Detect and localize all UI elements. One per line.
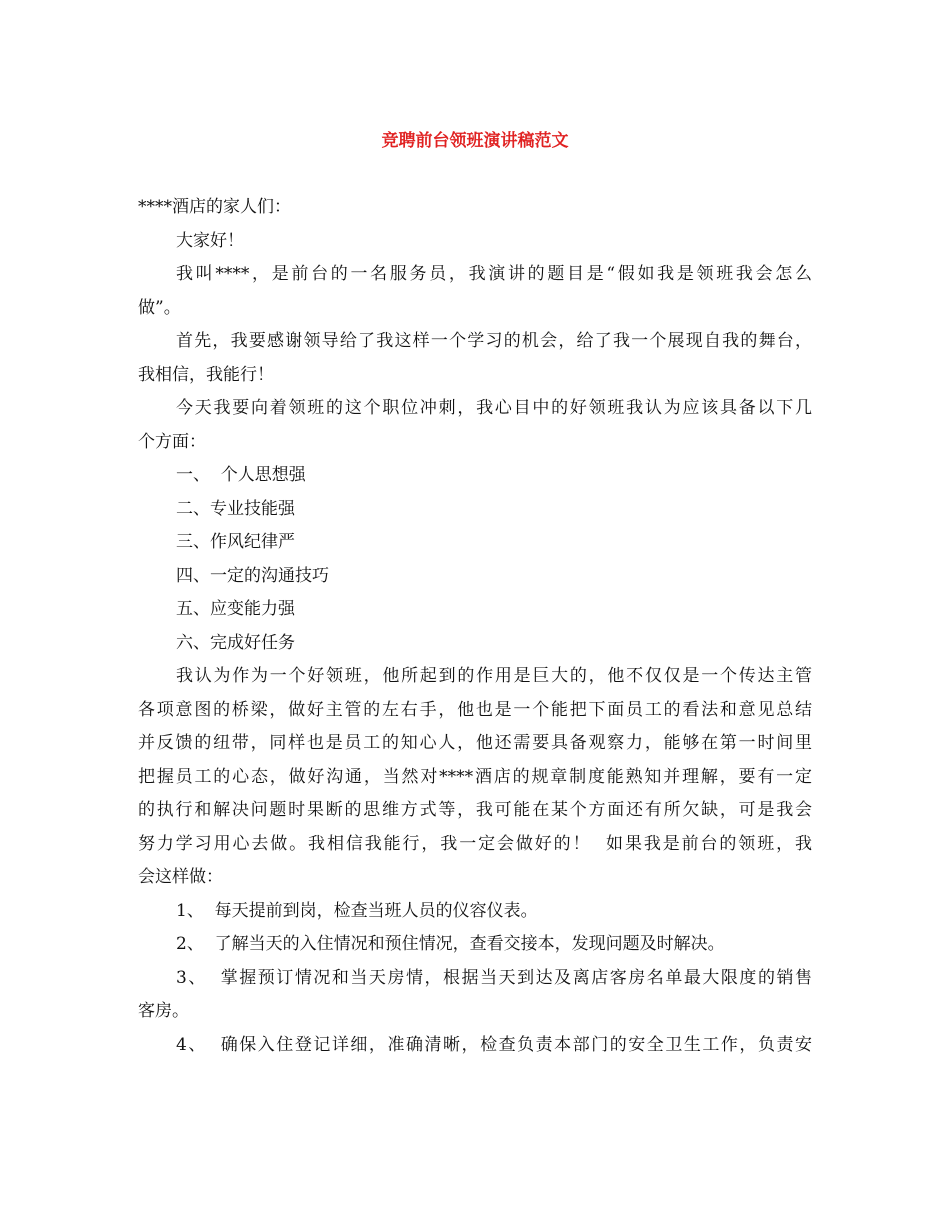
list-item: 一、 个人思想强: [176, 465, 306, 485]
paragraph-line: 我相信，我能行！: [138, 364, 274, 385]
list-item: 五、应变能力强: [176, 599, 295, 619]
numbered-item: 2、 了解当天的入住情况和预住情况，查看交接本，发现问题及时解决。: [176, 934, 725, 954]
paragraph-line: 我叫****，是前台的一名服务员，我演讲的题目是“假如我是领班我会怎么: [176, 264, 812, 284]
document-body: [138, 191, 812, 1062]
salutation: ****酒店的家人们：: [138, 197, 291, 217]
paragraph-line: 首先，我要感谢领导给了我这样一个学习的机会，给了我一个展现自我的舞台，: [176, 331, 812, 351]
paragraph-line: 个方面：: [138, 431, 206, 452]
numbered-item-continuation: 客房。: [138, 1001, 189, 1021]
numbered-item: 1、 每天提前到岗，检查当班人员的仪容仪表。: [176, 900, 538, 921]
paragraph-line: 会这样做：: [138, 867, 223, 887]
list-item: 二、专业技能强: [176, 498, 295, 519]
list-item: 六、完成好任务: [176, 632, 295, 653]
paragraph-line: 努力学习用心去做。我相信我能行，我一定会做好的！ 如果我是前台的领班，我: [138, 833, 812, 854]
numbered-item: 3、 掌握预订情况和当天房情，根据当天到达及离店客房名单最大限度的销售: [176, 967, 812, 988]
numbered-item: 4、 确保入住登记详细，准确清晰，检查负责本部门的安全卫生工作，负责安: [176, 1034, 812, 1055]
paragraph-line: 把握员工的心态，做好沟通，当然对****酒店的规章制度能熟知并理解，要有一定: [138, 766, 812, 787]
paragraph-line: 我认为作为一个好领班，他所起到的作用是巨大的，他不仅仅是一个传达主管: [176, 666, 812, 686]
greeting: 大家好！: [176, 230, 244, 251]
list-item: 四、一定的沟通技巧: [176, 565, 329, 586]
list-item: 三、作风纪律严: [176, 532, 295, 552]
paragraph-line: 各项意图的桥梁，做好主管的左右手，他也是一个能把下面员工的看法和意见总结: [138, 699, 812, 720]
paragraph-line: 并反馈的纽带，同样也是员工的知心人，他还需要具备观察力，能够在第一时间里: [138, 733, 812, 753]
paragraph-line: 今天我要向着领班的这个职位冲刺，我心目中的好领班我认为应该具备以下几: [176, 398, 812, 418]
paragraph-line: 做”。: [138, 297, 181, 318]
document-title: 竞聘前台领班演讲稿范文: [381, 131, 569, 151]
paragraph-line: 的执行和解决问题时果断的思维方式等，我可能在某个方面还有所欠缺，可是我会: [138, 800, 812, 820]
